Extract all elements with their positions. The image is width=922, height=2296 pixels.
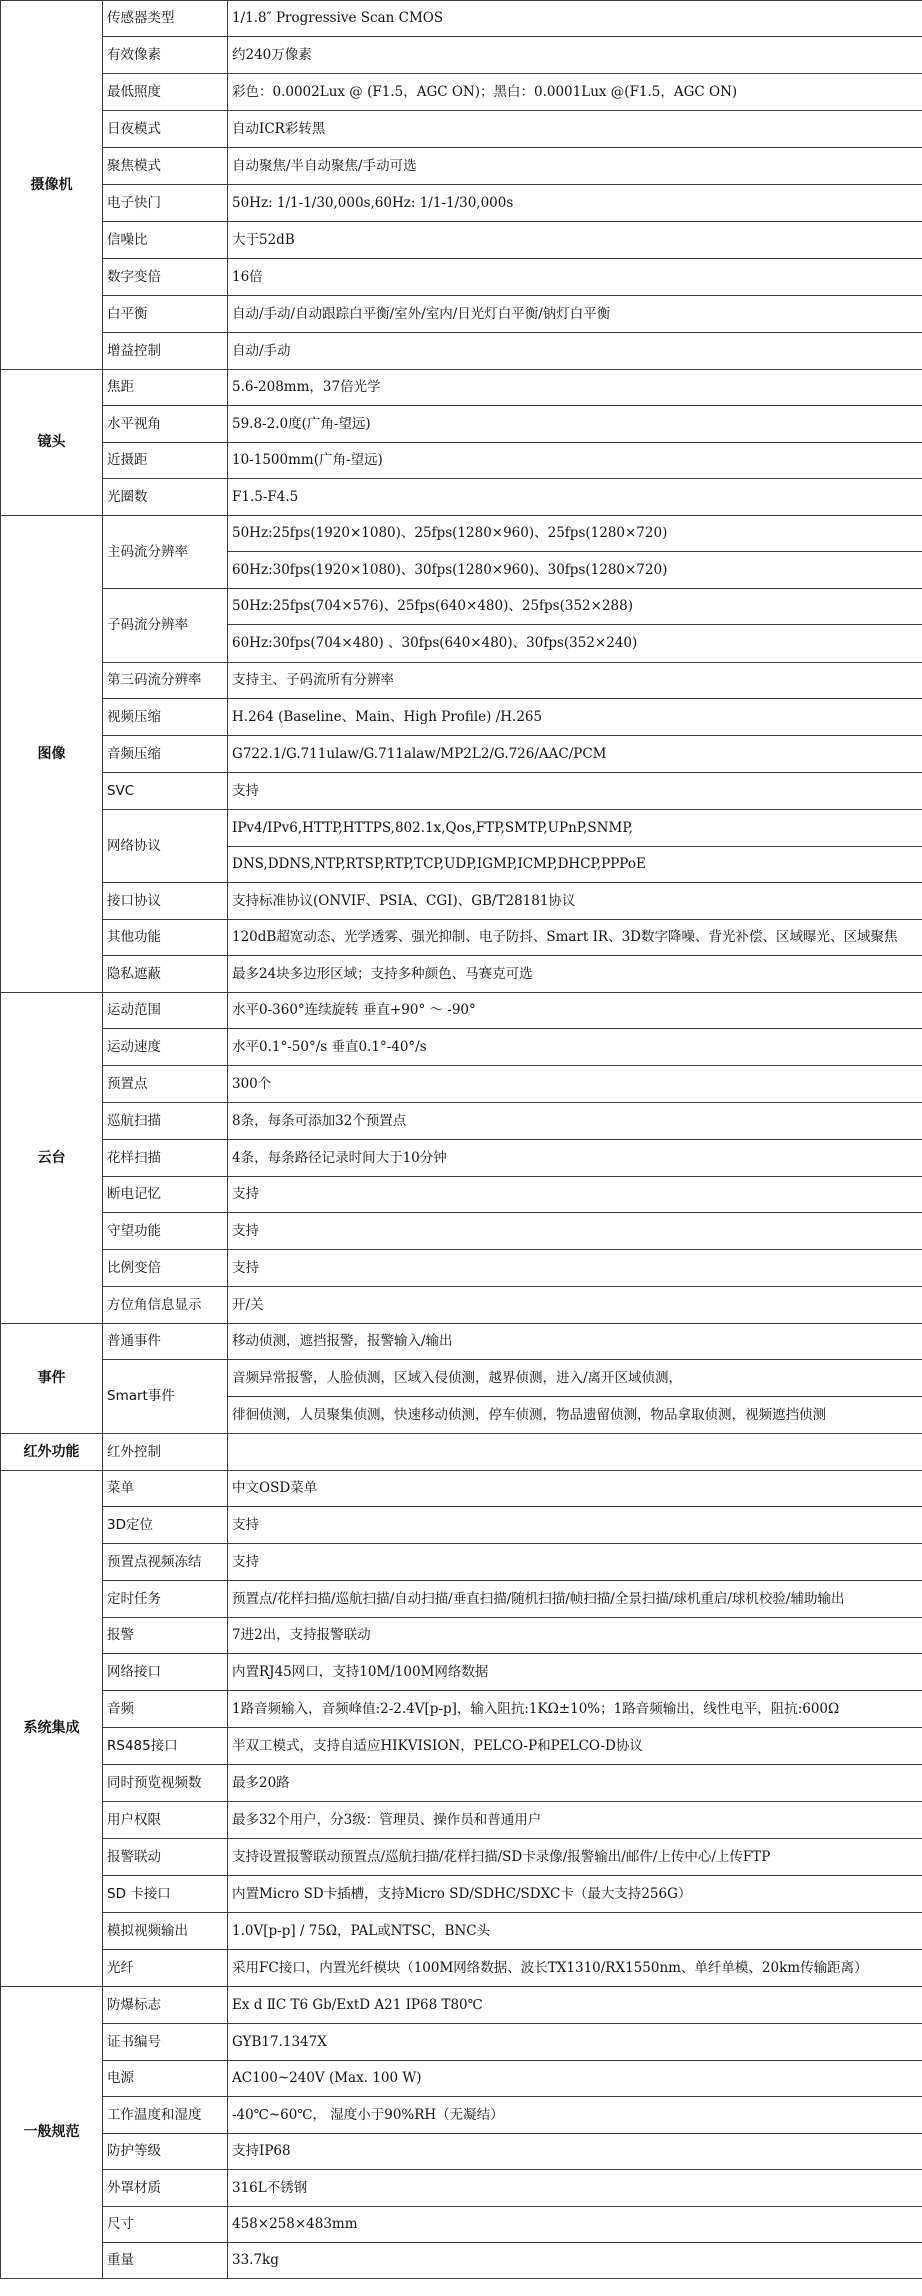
- spec-row: [1, 259, 922, 296]
- spec-row: [1, 1250, 922, 1287]
- spec-value: 10-1500mm(广角-望远): [228, 443, 922, 479]
- spec-value: 约240万像素: [228, 37, 922, 74]
- spec-row: [1, 1581, 922, 1618]
- spec-label: 比例变倍: [103, 1250, 228, 1287]
- spec-label: 子码流分辨率: [103, 589, 228, 663]
- spec-row: [1, 479, 922, 516]
- spec-label: 红外控制: [103, 1434, 228, 1471]
- spec-label: 隐私遮蔽: [103, 956, 228, 993]
- spec-label: 水平视角: [103, 406, 228, 443]
- spec-label: 菜单: [103, 1471, 228, 1507]
- category-cell: 一般规范: [1, 1987, 103, 2279]
- spec-value: 大于52dB: [228, 222, 922, 259]
- spec-value: 自动聚焦/半自动聚焦/手动可选: [228, 148, 922, 185]
- spec-value: 最多20路: [228, 1765, 922, 1802]
- spec-row: [1, 993, 922, 1029]
- spec-value: 最多24块多边形区域；支持多种颜色、马赛克可选: [228, 956, 922, 993]
- spec-value: DNS,DDNS,NTP,RTSP,RTP,TCP,UDP,IGMP,ICMP,DHCP,PPPoE: [228, 847, 922, 883]
- spec-row: [1, 148, 922, 185]
- spec-row: [1, 736, 922, 773]
- spec-value: 自动/手动/自动跟踪白平衡/室外/室内/日光灯白平衡/钠灯白平衡: [228, 296, 922, 333]
- spec-label: 运动速度: [103, 1029, 228, 1066]
- spec-value: 8条，每条可添加32个预置点: [228, 1103, 922, 1140]
- spec-label: 花样扫描: [103, 1140, 228, 1177]
- spec-row: [1, 111, 922, 148]
- spec-value: 内置Micro SD卡插槽，支持Micro SD/SDHC/SDXC卡（最大支持256G）: [228, 1876, 922, 1913]
- spec-row: [1, 810, 922, 847]
- spec-value: 水平0-360°连续旋转 垂直+90° ～ -90°: [228, 993, 922, 1029]
- spec-row: [1, 2061, 922, 2097]
- spec-label: Smart事件: [103, 1360, 228, 1434]
- spec-label: 工作温度和湿度: [103, 2097, 228, 2134]
- spec-row: [1, 1950, 922, 1987]
- spec-value: 支持: [228, 1507, 922, 1544]
- spec-label: 电源: [103, 2061, 228, 2097]
- spec-value: IPv4/IPv6,HTTP,HTTPS,802.1x,Qos,FTP,SMTP,UPnP,SNMP,: [228, 810, 922, 847]
- spec-label: 证书编号: [103, 2024, 228, 2061]
- spec-value: [228, 1434, 922, 1471]
- spec-row: [1, 1507, 922, 1544]
- spec-row: [1, 1, 922, 37]
- spec-value: 预置点/花样扫描/巡航扫描/自动扫描/垂直扫描/随机扫描/帧扫描/全景扫描/球机重启/球机校验/辅助输出: [228, 1581, 922, 1618]
- spec-label: 光纤: [103, 1950, 228, 1987]
- spec-label: 聚焦模式: [103, 148, 228, 185]
- spec-value: 60Hz:30fps(704×480) 、30fps(640×480)、30fps(352×240): [228, 625, 922, 663]
- spec-row: [1, 1728, 922, 1765]
- spec-label: 焦距: [103, 370, 228, 406]
- spec-value: 半双工模式，支持自适应HIKVISION，PELCO-P和PELCO-D协议: [228, 1728, 922, 1765]
- spec-row: [1, 699, 922, 736]
- spec-value: 彩色：0.0002Lux @ (F1.5，AGC ON)；黑白：0.0001Lux @(F1.5，AGC ON): [228, 74, 922, 111]
- spec-value: 最多32个用户，分3级：管理员、操作员和普通用户: [228, 1802, 922, 1839]
- spec-label: 尺寸: [103, 2207, 228, 2243]
- spec-row: [1, 1802, 922, 1839]
- spec-row: [1, 296, 922, 333]
- spec-row: [1, 1765, 922, 1802]
- spec-value: 徘徊侦测，人员聚集侦测，快速移动侦测，停车侦测，物品遗留侦测，物品拿取侦测，视频遮挡侦测: [228, 1397, 922, 1434]
- spec-row: [1, 37, 922, 74]
- spec-value: 33.7kg: [228, 2243, 922, 2279]
- spec-label: 预置点: [103, 1066, 228, 1103]
- spec-label: 报警: [103, 1618, 228, 1654]
- spec-value: 移动侦测，遮挡报警，报警输入/输出: [228, 1324, 922, 1360]
- spec-row: [1, 920, 922, 956]
- spec-value: 4条，每条路径记录时间大于10分钟: [228, 1140, 922, 1177]
- spec-label: 外罩材质: [103, 2170, 228, 2207]
- spec-row: [1, 1360, 922, 1397]
- spec-label: 防护等级: [103, 2134, 228, 2170]
- spec-label: 光圈数: [103, 479, 228, 516]
- spec-value: 50Hz:25fps(704×576)、25fps(640×480)、25fps(352×288): [228, 589, 922, 625]
- spec-row: [1, 2134, 922, 2170]
- spec-value: -40℃~60℃， 湿度小于90%RH（无凝结）: [228, 2097, 922, 2134]
- spec-row: [1, 1103, 922, 1140]
- spec-label: 守望功能: [103, 1213, 228, 1250]
- spec-label: 防爆标志: [103, 1987, 228, 2024]
- spec-label: 日夜模式: [103, 111, 228, 148]
- spec-label: 传感器类型: [103, 1, 228, 37]
- spec-row: [1, 1876, 922, 1913]
- spec-row: [1, 185, 922, 222]
- spec-label: 最低照度: [103, 74, 228, 111]
- spec-label: 近摄距: [103, 443, 228, 479]
- spec-label: 视频压缩: [103, 699, 228, 736]
- spec-table-body: [1, 1, 922, 2279]
- spec-row: [1, 883, 922, 920]
- spec-value: 支持: [228, 1544, 922, 1581]
- spec-label: 用户权限: [103, 1802, 228, 1839]
- spec-row: [1, 1177, 922, 1213]
- spec-value: GYB17.1347X: [228, 2024, 922, 2061]
- spec-label: 普通事件: [103, 1324, 228, 1360]
- spec-value: 16倍: [228, 259, 922, 296]
- spec-row: [1, 773, 922, 810]
- spec-value: F1.5-F4.5: [228, 479, 922, 516]
- spec-value: 300个: [228, 1066, 922, 1103]
- spec-label: 同时预览视频数: [103, 1765, 228, 1802]
- spec-label: SVC: [103, 773, 228, 810]
- spec-value: 1路音频输入，音频峰值:2-2.4V[p-p]，输入阻抗:1KΩ±10%；1路音频输出，线性电平，阻抗:600Ω: [228, 1691, 922, 1728]
- spec-row: [1, 2024, 922, 2061]
- spec-value: 支持: [228, 1177, 922, 1213]
- spec-label: 网络接口: [103, 1654, 228, 1691]
- spec-value: AC100~240V (Max. 100 W): [228, 2061, 922, 2097]
- spec-value: 50Hz:25fps(1920×1080)、25fps(1280×960)、25fps(1280×720): [228, 516, 922, 552]
- spec-row: [1, 2097, 922, 2134]
- spec-value: 458×258×483mm: [228, 2207, 922, 2243]
- spec-row: [1, 1913, 922, 1950]
- spec-value: 开/关: [228, 1287, 922, 1324]
- spec-row: [1, 1434, 922, 1471]
- spec-value: 60Hz:30fps(1920×1080)、30fps(1280×960)、30fps(1280×720): [228, 552, 922, 589]
- category-cell: 红外功能: [1, 1434, 103, 1471]
- spec-row: [1, 1213, 922, 1250]
- category-cell: 图像: [1, 516, 103, 993]
- spec-row: [1, 443, 922, 479]
- spec-label: RS485接口: [103, 1728, 228, 1765]
- spec-row: [1, 1544, 922, 1581]
- spec-value: 支持IP68: [228, 2134, 922, 2170]
- category-cell: 镜头: [1, 370, 103, 516]
- spec-value: 50Hz: 1/1-1/30,000s,60Hz: 1/1-1/30,000s: [228, 185, 922, 222]
- spec-row: [1, 2243, 922, 2279]
- spec-value: 1.0V[p-p] / 75Ω，PAL或NTSC，BNC头: [228, 1913, 922, 1950]
- spec-value: 59.8-2.0度(广角-望远): [228, 406, 922, 443]
- spec-value: 自动/手动: [228, 333, 922, 370]
- spec-value: 音频异常报警，人脸侦测，区域入侵侦测，越界侦测，进入/离开区域侦测，: [228, 1360, 922, 1397]
- spec-row: [1, 370, 922, 406]
- spec-label: 信噪比: [103, 222, 228, 259]
- spec-value: 支持: [228, 1213, 922, 1250]
- category-cell: 系统集成: [1, 1471, 103, 1987]
- spec-value: 自动ICR彩转黑: [228, 111, 922, 148]
- spec-row: [1, 1324, 922, 1360]
- spec-label: 3D定位: [103, 1507, 228, 1544]
- spec-value: G722.1/G.711ulaw/G.711alaw/MP2L2/G.726/AAC/PCM: [228, 736, 922, 773]
- spec-value: H.264 (Baseline、Main、High Profile) /H.265: [228, 699, 922, 736]
- spec-row: [1, 1287, 922, 1324]
- spec-value: 5.6-208mm，37倍光学: [228, 370, 922, 406]
- spec-row: [1, 1029, 922, 1066]
- spec-label: 电子快门: [103, 185, 228, 222]
- category-cell: 摄像机: [1, 1, 103, 370]
- spec-row: [1, 2170, 922, 2207]
- spec-row: [1, 222, 922, 259]
- spec-row: [1, 2207, 922, 2243]
- spec-row: [1, 1140, 922, 1177]
- spec-value: 120dB超宽动态、光学透雾、强光抑制、电子防抖、Smart IR、3D数字降噪、背光补偿、区域曝光、区域聚焦: [228, 920, 922, 956]
- spec-value: 中文OSD菜单: [228, 1471, 922, 1507]
- spec-label: 预置点视频冻结: [103, 1544, 228, 1581]
- category-cell: 事件: [1, 1324, 103, 1434]
- spec-value: 7进2出，支持报警联动: [228, 1618, 922, 1654]
- spec-label: 网络协议: [103, 810, 228, 883]
- spec-row: [1, 333, 922, 370]
- spec-label: 接口协议: [103, 883, 228, 920]
- spec-row: [1, 74, 922, 111]
- spec-value: 支持: [228, 1250, 922, 1287]
- spec-label: 断电记忆: [103, 1177, 228, 1213]
- spec-label: 音频: [103, 1691, 228, 1728]
- spec-label: 模拟视频输出: [103, 1913, 228, 1950]
- spec-row: [1, 1618, 922, 1654]
- spec-label: 数字变倍: [103, 259, 228, 296]
- spec-label: 主码流分辨率: [103, 516, 228, 589]
- spec-value: 支持: [228, 773, 922, 810]
- spec-value: 支持设置报警联动预置点/巡航扫描/花样扫描/SD卡录像/报警输出/邮件/上传中心/上传FTP: [228, 1839, 922, 1876]
- spec-row: [1, 1066, 922, 1103]
- spec-row: [1, 516, 922, 552]
- spec-value: 316L不锈钢: [228, 2170, 922, 2207]
- spec-label: 有效像素: [103, 37, 228, 74]
- spec-label: SD 卡接口: [103, 1876, 228, 1913]
- spec-row: [1, 956, 922, 993]
- spec-row: [1, 1654, 922, 1691]
- spec-label: 增益控制: [103, 333, 228, 370]
- spec-label: 第三码流分辨率: [103, 663, 228, 699]
- spec-row: [1, 406, 922, 443]
- spec-label: 定时任务: [103, 1581, 228, 1618]
- spec-row: [1, 1691, 922, 1728]
- spec-value: 内置RJ45网口，支持10M/100M网络数据: [228, 1654, 922, 1691]
- spec-row: [1, 1987, 922, 2024]
- category-cell: 云台: [1, 993, 103, 1324]
- spec-label: 其他功能: [103, 920, 228, 956]
- spec-value: 支持标准协议(ONVIF、PSIA、CGI)、GB/T28181协议: [228, 883, 922, 920]
- spec-row: [1, 1471, 922, 1507]
- spec-row: [1, 1839, 922, 1876]
- spec-label: 方位角信息显示: [103, 1287, 228, 1324]
- spec-value: 支持主、子码流所有分辨率: [228, 663, 922, 699]
- spec-row: [1, 589, 922, 625]
- spec-value: 1/1.8″ Progressive Scan CMOS: [228, 1, 922, 37]
- spec-value: 水平0.1°-50°/s 垂直0.1°-40°/s: [228, 1029, 922, 1066]
- spec-label: 重量: [103, 2243, 228, 2279]
- spec-label: 音频压缩: [103, 736, 228, 773]
- spec-label: 白平衡: [103, 296, 228, 333]
- spec-label: 报警联动: [103, 1839, 228, 1876]
- spec-value: 采用FC接口，内置光纤模块（100M网络数据、波长TX1310/RX1550nm、单纤单模、20km传输距离）: [228, 1950, 922, 1987]
- spec-label: 巡航扫描: [103, 1103, 228, 1140]
- spec-value: Ex d ⅡC T6 Gb/ExtD A21 IP68 T80℃: [228, 1987, 922, 2024]
- spec-row: [1, 663, 922, 699]
- spec-label: 运动范围: [103, 993, 228, 1029]
